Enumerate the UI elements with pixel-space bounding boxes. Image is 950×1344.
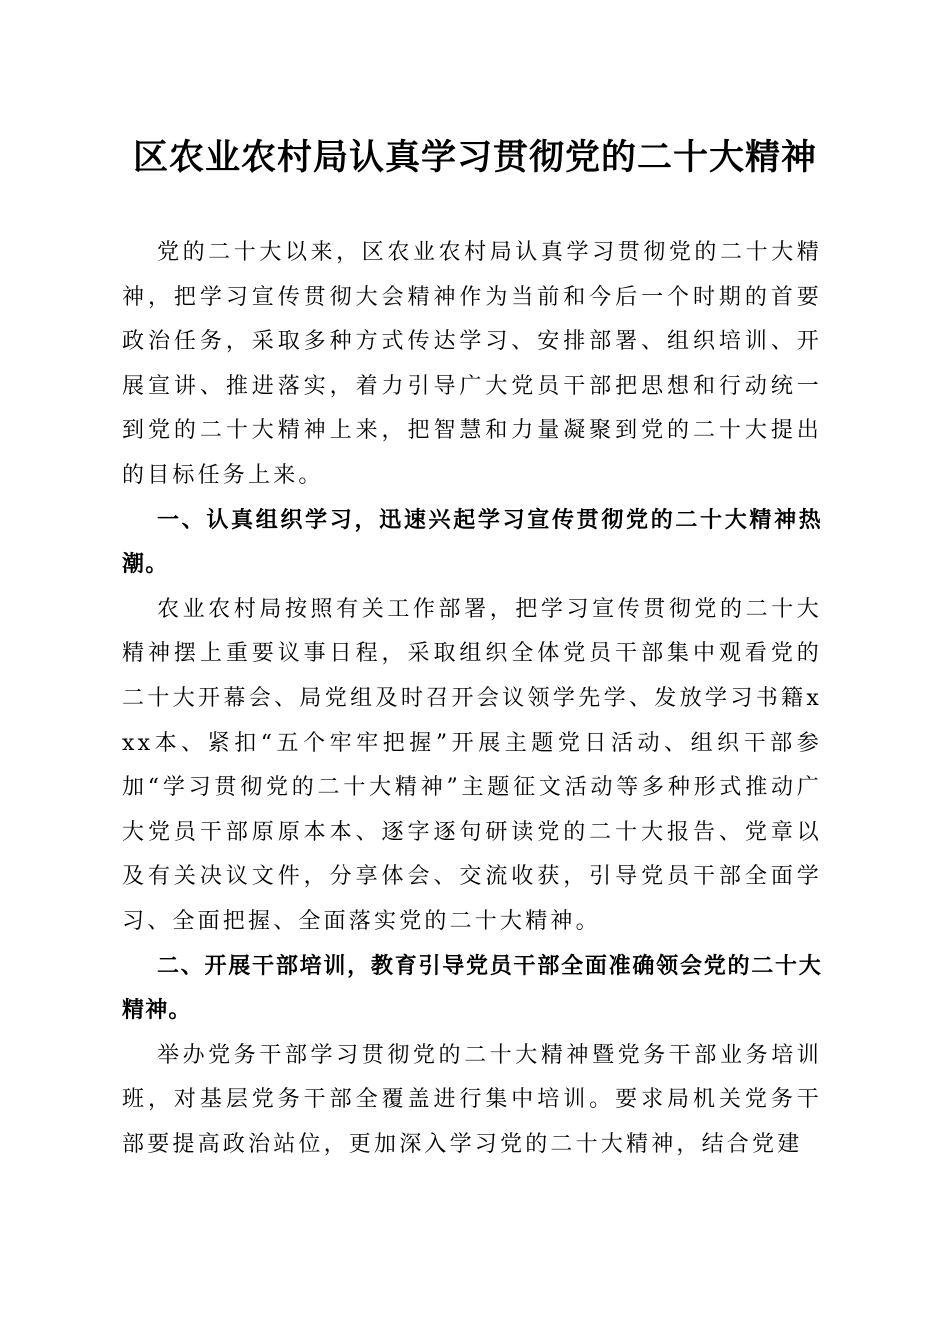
document-title: 区农业农村局认真学习贯彻党的二十大精神 bbox=[132, 137, 817, 178]
document-body bbox=[122, 231, 822, 1167]
section-1-heading: 一、认真组织学习，迅速兴起学习宣传贯彻党的二十大精神热潮。 bbox=[122, 507, 822, 578]
intro-paragraph: 党的二十大以来，区农业农村局认真学习贯彻党的二十大精神，把学习宣传贯彻大会精神作为当前和今后一个时期的首要政治任务，采取多种方式传达学习、安排部署、组织培训、开展宣讲、推进落实，着力引导广大党员干部把思想和行动统一到党的二十大精神上来，把智慧和力量凝聚到党的二十大提出的目标任务上来。 bbox=[122, 240, 822, 488]
section-2-heading: 二、开展干部培训，教育引导党员干部全面准确领会党的二十大精神。 bbox=[122, 953, 822, 1024]
section-1-paragraph: 农业农村局按照有关工作部署，把学习宣传贯彻党的二十大精神摆上重要议事日程，采取组织全体党员干部集中观看党的二十大开幕会、局党组及时召开会议领学先学、发放学习书籍xxx本、紧扣“五个牢牢把握”开展主题党日活动、组织干部参加“学习贯彻党的二十大精神”主题征文活动等多种形式推动广大党员干部原原本本、逐字逐句研读党的二十大报告、党章以及有关决议文件，分享体会、交流收获，引导党员干部全面学习、全面把握、全面落实党的二十大精神。 bbox=[122, 596, 822, 934]
section-2-paragraph: 举办党务干部学习贯彻党的二十大精神暨党务干部业务培训班，对基层党务干部全覆盖进行集中培训。要求局机关党务干部要提高政治站位，更加深入学习党的二十大精神，结合党建 bbox=[122, 1042, 822, 1157]
